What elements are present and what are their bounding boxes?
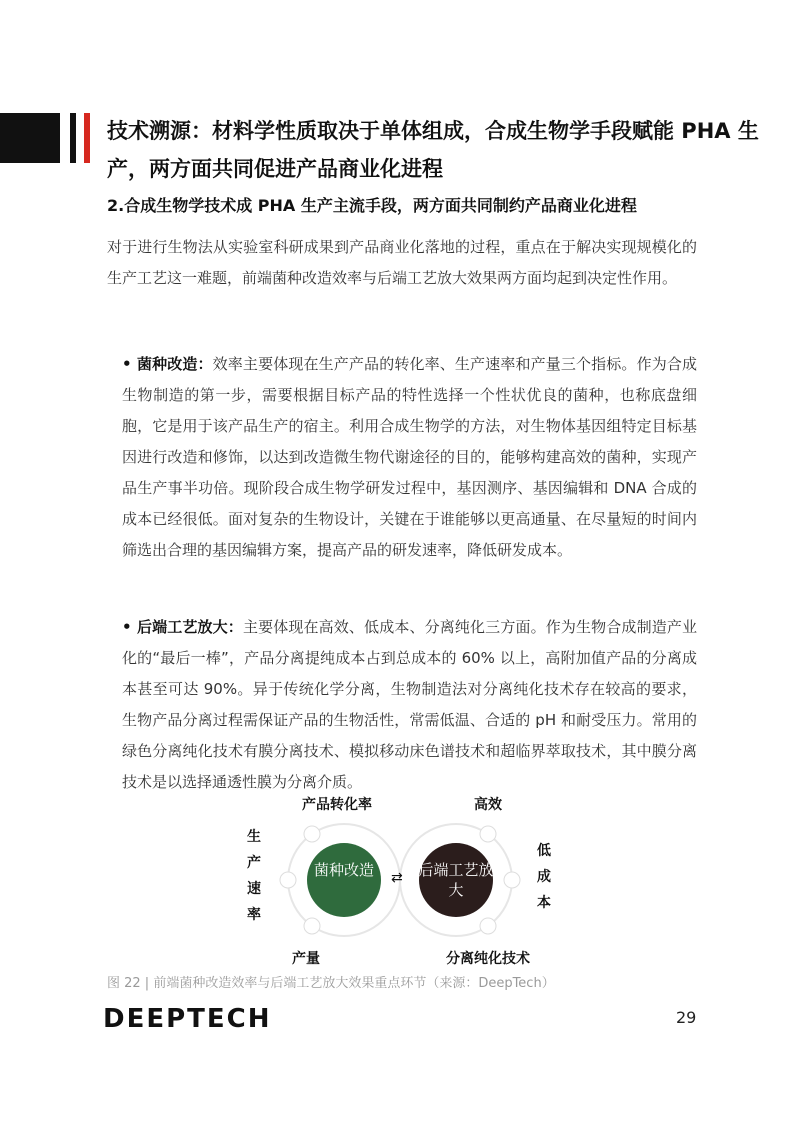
deeptech-logo: DEEPTECH: [103, 1004, 272, 1034]
label-yield: 产量: [292, 951, 320, 967]
left-circle: [307, 843, 381, 917]
figure-caption: 图 22 | 前端菌种改造效率与后端工艺放大效果重点环节（来源：DeepTech）: [107, 976, 555, 991]
bidirectional-arrow-icon: ⇄: [391, 870, 403, 886]
label-separation-purification: 分离纯化技术: [446, 951, 530, 967]
label-conversion-rate: 产品转化率: [302, 797, 372, 813]
bullet-process-scaleup: [122, 612, 697, 798]
bullet-text: 效率主要体现在生产产品的转化率、生产速率和产量三个指标。作为合成生物制造的第一步，需要根据目标产品的特性选择一个性状优良的菌种，也称底盘细胞，它是用于该产品生产的宿主。利用合成生物学的方法，对生物体基因组特定目标基因进行改造和修饰，以达到改造微生物代谢途径的目的，能够构建高效的菌种，实现产品生产事半功倍。现阶段合成生物学研发过程中，基因测序、基因编辑和 DNA 合成的成本已经很低。面对复杂的生物设计，关键在于谁能够以更高通量、在尽量短的时间内筛选出合理的基因编辑方案，提高产品的研发速率，降低研发成本。: [122, 355, 697, 559]
header-red-bar: [84, 113, 90, 163]
page-number: 29: [676, 1008, 697, 1027]
label-production-rate: 生产速率: [247, 829, 261, 923]
right-circle-text: 后端工艺放大: [418, 861, 494, 899]
label-low-cost: 低成本: [537, 843, 551, 911]
header-black-bar: [70, 113, 76, 163]
intro-paragraph: 对于进行生物法从实验室科研成果到产品商业化落地的过程，重点在于解决实现规模化的生产工艺这一难题，前端菌种改造效率与后端工艺放大效果两方面均起到决定性作用。: [107, 238, 697, 287]
bullet-text: 主要体现在高效、低成本、分离纯化三方面。作为生物合成制造产业化的“最后一棒”，产品分离提纯成本占到总成本的 60% 以上，高附加值产品的分离成本甚至可达 90%。异于传统化学分离，生物制造法对分离纯化技术存在较高的要求，生物产品分离过程需保证产品的生物活性，常需低温、合适的 pH 和耐受压力。常用的绿色分离纯化技术有膜分离技术、模拟移动床色谱技术和超临界萃取技术，其中膜分离技术是以选择通透性膜为分离介质。: [122, 618, 697, 791]
section-title: 技术溯源：材料学性质取决于单体组成，合成生物学手段赋能 PHA 生产，两方面共同促进产品商业化进程: [107, 119, 759, 181]
bullet-heading: • 菌种改造：: [122, 355, 213, 373]
section-subtitle: 2.合成生物学技术成 PHA 生产主流手段，两方面共同制约产品商业化进程: [107, 196, 637, 215]
label-high-efficiency: 高效: [474, 797, 502, 813]
bullet-strain-modification: [122, 349, 697, 566]
header-block-decoration: [0, 113, 60, 163]
left-circle-text: 菌种改造: [313, 861, 374, 879]
bullet-heading: • 后端工艺放大：: [122, 618, 243, 636]
key-steps-diagram: [230, 790, 570, 970]
